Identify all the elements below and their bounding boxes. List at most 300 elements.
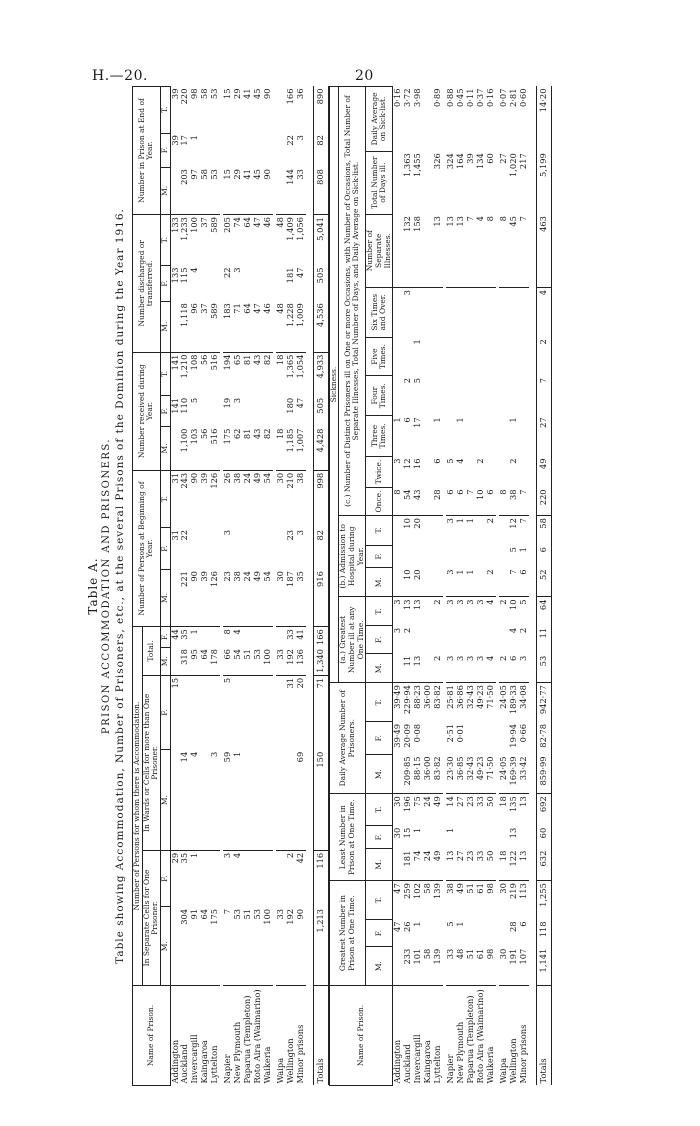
value-cell: 56 <box>200 352 210 396</box>
value-cell: 43 <box>253 352 263 396</box>
value-cell <box>210 396 220 427</box>
value-cell: 5 <box>223 675 233 749</box>
sex-f: F. <box>160 850 170 907</box>
value-cell: 29 <box>232 88 243 100</box>
sex-f: F. <box>366 919 393 946</box>
value-cell: 32·43 <box>464 756 475 781</box>
value-cell: 0·16 <box>392 88 403 107</box>
value-cell: 48 <box>454 948 465 960</box>
value-cell: 100 <box>262 649 273 665</box>
sex-m: M. <box>160 569 170 627</box>
value-cell <box>446 626 456 654</box>
value-cell: 1,056 <box>296 215 306 266</box>
value-cell <box>253 850 263 907</box>
value-cell: 16 <box>412 458 423 470</box>
value-cell: 1 <box>444 827 455 834</box>
value-cell: 23 <box>222 571 233 582</box>
value-cell: 90 <box>190 470 200 528</box>
value-cell: 3 <box>456 597 466 626</box>
value-cell: 46 <box>263 215 273 266</box>
value-cell: 36·00 <box>423 683 433 722</box>
prison-name-cell: Lyttelton <box>210 986 220 1086</box>
value-cell: 3 <box>454 655 465 662</box>
value-cell: 5 <box>507 547 518 553</box>
value-cell: 158 <box>412 216 423 232</box>
value-cell: 97 <box>189 169 200 180</box>
table-row <box>223 87 233 1086</box>
value-cell: 35 <box>294 571 305 582</box>
col-header-daily-sick: Daily Average on Sick-list. <box>366 87 393 152</box>
value-cell: 1,020 <box>507 153 518 177</box>
sex-t: T. <box>160 352 170 396</box>
value-cell: 82 <box>313 528 328 569</box>
value-cell: 100 <box>190 215 200 266</box>
value-cell: 1 <box>190 627 200 647</box>
value-cell: 220 <box>536 487 551 515</box>
value-cell: 2·81 <box>507 88 518 107</box>
value-cell: 122 <box>507 850 518 867</box>
value-cell: 53 <box>232 908 243 920</box>
sex-m: M. <box>160 907 170 986</box>
value-cell: 2 <box>497 655 508 662</box>
value-cell: 54 <box>263 470 273 528</box>
value-cell <box>509 376 519 415</box>
value-cell: 166 <box>313 627 328 647</box>
prisoners-table-body <box>393 87 551 1086</box>
value-cell: 3 <box>294 529 305 536</box>
value-cell <box>423 287 433 337</box>
value-cell: 1 <box>189 135 200 141</box>
value-cell: 31 <box>170 470 180 528</box>
value-cell <box>263 627 273 647</box>
col-header-name: Name of Prison. <box>133 986 171 1086</box>
value-cell <box>433 722 443 755</box>
value-cell: 505 <box>313 396 328 427</box>
value-cell: 11 <box>536 626 551 654</box>
value-cell: 58 <box>199 88 210 100</box>
value-cell: 5 <box>444 921 455 927</box>
value-cell: 1,255 <box>536 881 551 920</box>
value-cell: 116 <box>313 850 328 907</box>
value-cell <box>253 396 263 427</box>
value-cell: 0·88 <box>444 88 455 107</box>
value-cell: 24·05 <box>497 756 508 781</box>
value-cell: 49·23 <box>476 683 486 722</box>
value-cell: 39 <box>464 153 475 164</box>
value-cell <box>433 376 443 415</box>
value-cell: 1,210 <box>180 352 190 396</box>
value-cell: 194 <box>223 352 233 396</box>
sex-m: M. <box>160 167 170 215</box>
value-cell <box>243 133 253 167</box>
value-cell: 324 <box>444 153 455 170</box>
prison-name-cell: Addington <box>393 986 403 1086</box>
value-cell: 126 <box>209 571 220 587</box>
table-caption: Table showing Accommodation, Number of Prisoners, etc., at the several Prisons of the Dominion during the Year 1916. <box>114 208 126 964</box>
value-cell <box>423 919 433 946</box>
value-cell: 6 <box>402 417 413 423</box>
value-cell <box>433 337 443 376</box>
value-cell: 589 <box>209 303 220 320</box>
value-cell <box>200 528 210 569</box>
value-cell: 3 <box>294 135 305 141</box>
value-cell <box>519 415 529 456</box>
value-cell: 2 <box>536 337 551 376</box>
value-cell: 30 <box>499 881 509 920</box>
sex-m: M. <box>160 427 170 471</box>
value-cell: 1 <box>466 516 476 546</box>
value-cell: 36·85 <box>454 756 465 781</box>
value-cell: 632 <box>536 849 551 881</box>
value-cell: 17 <box>179 135 190 146</box>
value-cell: 4 <box>233 850 243 907</box>
value-cell: 0·01 <box>454 723 465 743</box>
value-cell: 1 <box>392 417 403 423</box>
value-cell: 191 <box>507 948 518 965</box>
value-cell: 60 <box>536 826 551 849</box>
prison-name-cell: Wellington <box>286 986 296 1086</box>
value-cell: 7 <box>464 216 475 222</box>
value-cell: 44 <box>170 627 180 647</box>
value-cell <box>446 337 456 376</box>
value-cell: 181 <box>284 267 295 284</box>
value-cell: 6 <box>536 545 551 567</box>
sex-m: M. <box>160 647 170 675</box>
value-cell: 4,536 <box>313 301 328 352</box>
value-cell: 24 <box>422 850 433 862</box>
value-cell: 41 <box>242 88 253 100</box>
value-cell <box>403 545 413 567</box>
value-cell <box>466 626 476 654</box>
value-cell <box>243 396 253 427</box>
value-cell <box>486 457 496 488</box>
value-cell: 1,340 <box>313 647 328 675</box>
value-cell: 30 <box>497 948 508 960</box>
value-cell: 2 <box>474 458 485 464</box>
sex-f: F. <box>366 626 393 654</box>
value-cell <box>263 396 273 427</box>
value-cell <box>253 528 263 569</box>
value-cell <box>509 337 519 376</box>
value-cell: 50 <box>486 794 496 826</box>
prisoners-table <box>329 86 552 1086</box>
value-cell: 26 <box>402 921 413 932</box>
value-cell: 139 <box>433 881 443 920</box>
col-header-separate-illnesses: Number of Separate Illnesses. <box>366 214 393 287</box>
value-cell: 35 <box>180 627 190 647</box>
value-cell: 102 <box>413 881 423 920</box>
value-cell: 19·94 <box>507 723 518 748</box>
value-cell <box>486 415 496 456</box>
value-cell: 96 <box>189 303 200 314</box>
value-cell: 14 <box>446 794 456 826</box>
value-cell: 10 <box>402 569 413 581</box>
value-cell <box>200 396 210 427</box>
value-cell: 808 <box>313 167 328 215</box>
value-cell: 39 <box>169 88 180 100</box>
sex-m: M. <box>366 567 393 597</box>
sex-f: F. <box>160 133 170 167</box>
value-cell: 169·39 <box>507 756 518 786</box>
col-header-once: Once. <box>366 487 393 515</box>
value-cell: 48 <box>275 303 286 314</box>
value-cell: 58 <box>536 516 551 546</box>
value-cell: 1 <box>454 921 465 927</box>
value-cell: 209·85 <box>402 756 413 786</box>
value-cell: 2 <box>499 597 509 626</box>
value-cell: 20 <box>296 675 306 749</box>
col-header-discharged: Number discharged or transferred. <box>133 215 161 353</box>
value-cell: 29 <box>170 850 180 907</box>
value-cell: 203 <box>179 169 190 185</box>
value-cell: 22 <box>179 529 190 541</box>
value-cell: 0·16 <box>484 88 495 107</box>
page-number: 20 <box>355 68 374 84</box>
value-cell: 71 <box>313 675 328 749</box>
value-cell: 39 <box>199 571 210 582</box>
value-cell <box>476 287 486 337</box>
value-cell: 4,933 <box>313 352 328 396</box>
prison-name-cell: New Plymouth <box>233 986 243 1086</box>
sex-t: T. <box>160 470 170 528</box>
sex-t: T. <box>366 516 393 546</box>
value-cell: 13 <box>517 850 528 862</box>
value-cell <box>446 376 456 415</box>
value-cell: 4 <box>454 458 465 464</box>
value-cell: 13 <box>444 216 455 227</box>
value-cell: 516 <box>209 428 220 445</box>
value-cell: 39 <box>200 470 210 528</box>
value-cell <box>466 337 476 376</box>
value-cell <box>476 826 486 849</box>
value-cell <box>243 850 253 907</box>
value-cell <box>433 545 443 567</box>
value-cell: 45 <box>507 216 518 227</box>
value-cell: 101 <box>412 948 423 965</box>
value-cell: 219 <box>509 881 519 920</box>
value-cell: 221 <box>179 571 190 587</box>
value-cell <box>180 675 190 749</box>
value-cell: 3 <box>446 516 456 546</box>
value-cell: 15 <box>402 827 413 839</box>
value-cell <box>476 626 486 654</box>
value-cell: 81 <box>242 428 253 440</box>
value-cell: 69 <box>294 751 305 763</box>
value-cell <box>253 627 263 647</box>
value-cell <box>276 750 286 851</box>
prison-name-cell: Invercargill <box>190 986 200 1086</box>
table-row <box>466 87 476 1086</box>
value-cell: 38 <box>233 470 243 528</box>
value-cell <box>456 337 466 376</box>
value-cell: 7 <box>536 376 551 415</box>
value-cell: 23·30 <box>444 756 455 781</box>
sex-t: T. <box>366 794 393 826</box>
prison-name-cell: Waipa <box>276 986 286 1086</box>
value-cell: 91 <box>189 908 200 920</box>
value-cell: 11 <box>402 655 413 667</box>
value-cell <box>263 850 273 907</box>
value-cell: 13 <box>519 794 529 826</box>
value-cell: 8 <box>497 216 508 222</box>
value-cell: 52 <box>536 567 551 597</box>
value-cell: 2 <box>517 627 528 634</box>
value-cell <box>456 626 466 654</box>
value-cell: 15 <box>170 675 180 749</box>
value-cell: 64 <box>243 215 253 266</box>
col-header-least: Least Number in Prison at One Time. <box>329 794 366 881</box>
value-cell: 7 <box>517 489 528 495</box>
value-cell <box>243 265 253 301</box>
value-cell: 18 <box>276 352 286 396</box>
value-cell <box>486 722 496 755</box>
value-cell <box>456 376 466 415</box>
value-cell: 5 <box>444 458 455 464</box>
value-cell <box>446 287 456 337</box>
value-cell: 4 <box>486 597 496 626</box>
value-cell: 25·81 <box>446 683 456 722</box>
sex-f: F. <box>160 675 170 749</box>
col-header-twice: Twice. <box>366 457 393 488</box>
value-cell: 3 <box>476 597 486 626</box>
col-header-beginning: Number of Persons at Beginning of Year. <box>133 470 161 626</box>
value-cell: 3 <box>392 458 403 464</box>
value-cell <box>423 545 433 567</box>
col-header-total: Total. <box>142 627 160 676</box>
value-cell: 49 <box>456 881 466 920</box>
value-cell <box>243 627 253 647</box>
value-cell: 110 <box>179 397 190 414</box>
value-cell <box>466 919 476 946</box>
value-cell <box>433 287 443 337</box>
prison-name-cell: New Plymouth <box>456 986 466 1086</box>
sex-f: F. <box>160 627 170 647</box>
accommodation-table-body <box>170 87 328 1086</box>
value-cell: 1 <box>232 751 243 758</box>
value-cell: 15 <box>222 169 233 180</box>
value-cell: 22 <box>222 267 233 279</box>
value-cell: 14 <box>179 751 190 763</box>
col-header-total-days: Total Number of Days ill. <box>366 151 393 214</box>
value-cell: 5 <box>189 397 200 404</box>
value-cell: 217 <box>517 153 528 170</box>
value-cell: 62 <box>232 428 243 440</box>
sex-t: T. <box>160 87 170 134</box>
value-cell <box>466 287 476 337</box>
value-cell: 6 <box>517 921 528 927</box>
value-cell: 49 <box>253 470 263 528</box>
value-cell: 39 <box>169 135 180 146</box>
value-cell: 318 <box>179 649 190 665</box>
value-cell <box>499 337 509 376</box>
value-cell <box>200 850 210 907</box>
value-cell: 24 <box>423 794 433 826</box>
value-cell: 18 <box>499 794 509 826</box>
sex-t: T. <box>160 215 170 266</box>
value-cell: 1,185 <box>284 428 295 453</box>
value-cell: 133 <box>170 215 180 266</box>
value-cell: 4 <box>233 627 243 647</box>
prison-name-cell: Waikeria <box>263 986 273 1086</box>
value-cell <box>486 287 496 337</box>
prison-name-cell: Kaingaroa <box>200 986 210 1086</box>
table-row <box>263 87 273 1086</box>
value-cell: 60 <box>484 153 495 164</box>
value-cell: 64 <box>536 597 551 626</box>
row-gap <box>306 87 314 1086</box>
value-cell <box>476 376 486 415</box>
value-cell: 75 <box>413 794 423 826</box>
value-cell <box>423 376 433 415</box>
value-cell: 83·82 <box>433 683 443 722</box>
value-cell: 1 <box>412 339 423 345</box>
value-cell: 24·05 <box>499 683 509 722</box>
value-cell: 65 <box>233 352 243 396</box>
value-cell: 47 <box>392 921 403 932</box>
value-cell: 4 <box>189 267 200 273</box>
table-row <box>446 87 456 1086</box>
value-cell: 18 <box>497 850 508 862</box>
value-cell: 42 <box>296 850 306 907</box>
value-cell: 90 <box>262 88 273 100</box>
value-cell <box>263 133 273 167</box>
value-cell: 54 <box>402 489 413 500</box>
rotated-table-area <box>86 86 666 1086</box>
table-row <box>476 87 486 1086</box>
value-cell: 1,365 <box>286 352 296 396</box>
value-cell: 39·49 <box>393 683 403 722</box>
value-cell <box>253 675 263 749</box>
value-cell: 233 <box>402 948 413 965</box>
value-cell: 90 <box>262 169 273 180</box>
value-cell: 3 <box>403 287 413 337</box>
value-cell: 51 <box>242 649 253 660</box>
totals-row <box>536 87 551 1086</box>
value-cell: 3 <box>232 397 243 404</box>
value-cell: 47 <box>294 267 305 279</box>
value-cell <box>233 133 243 167</box>
value-cell: 3 <box>209 751 220 758</box>
prison-name-cell: Wellington <box>509 986 519 1086</box>
value-cell: 24 <box>243 470 253 528</box>
value-cell <box>466 545 476 567</box>
value-cell <box>200 750 210 851</box>
value-cell: 141 <box>170 352 180 396</box>
value-cell: 1,233 <box>180 215 190 266</box>
prison-name-cell: Waipa <box>499 986 509 1086</box>
value-cell: 33 <box>275 649 286 660</box>
value-cell <box>210 265 220 301</box>
sex-m: M. <box>160 750 170 851</box>
table-row <box>423 87 433 1086</box>
value-cell <box>243 750 253 851</box>
value-cell: 74 <box>412 850 423 862</box>
value-cell: 53 <box>252 649 263 660</box>
table-row <box>486 87 496 1086</box>
value-cell: 3 <box>464 655 475 662</box>
value-cell <box>509 287 519 337</box>
value-cell: 14·20 <box>536 87 551 152</box>
value-cell <box>253 750 263 851</box>
value-cell <box>413 545 423 567</box>
value-cell: 6 <box>507 655 518 662</box>
prison-name-cell: Waikeria <box>486 986 496 1086</box>
value-cell: 8 <box>223 627 233 647</box>
value-cell: 134 <box>474 153 485 170</box>
col-header-separate: In Separate Cells for One Prisoner. <box>142 850 160 985</box>
prison-name-cell: Napier <box>446 986 456 1086</box>
value-cell <box>200 265 210 301</box>
